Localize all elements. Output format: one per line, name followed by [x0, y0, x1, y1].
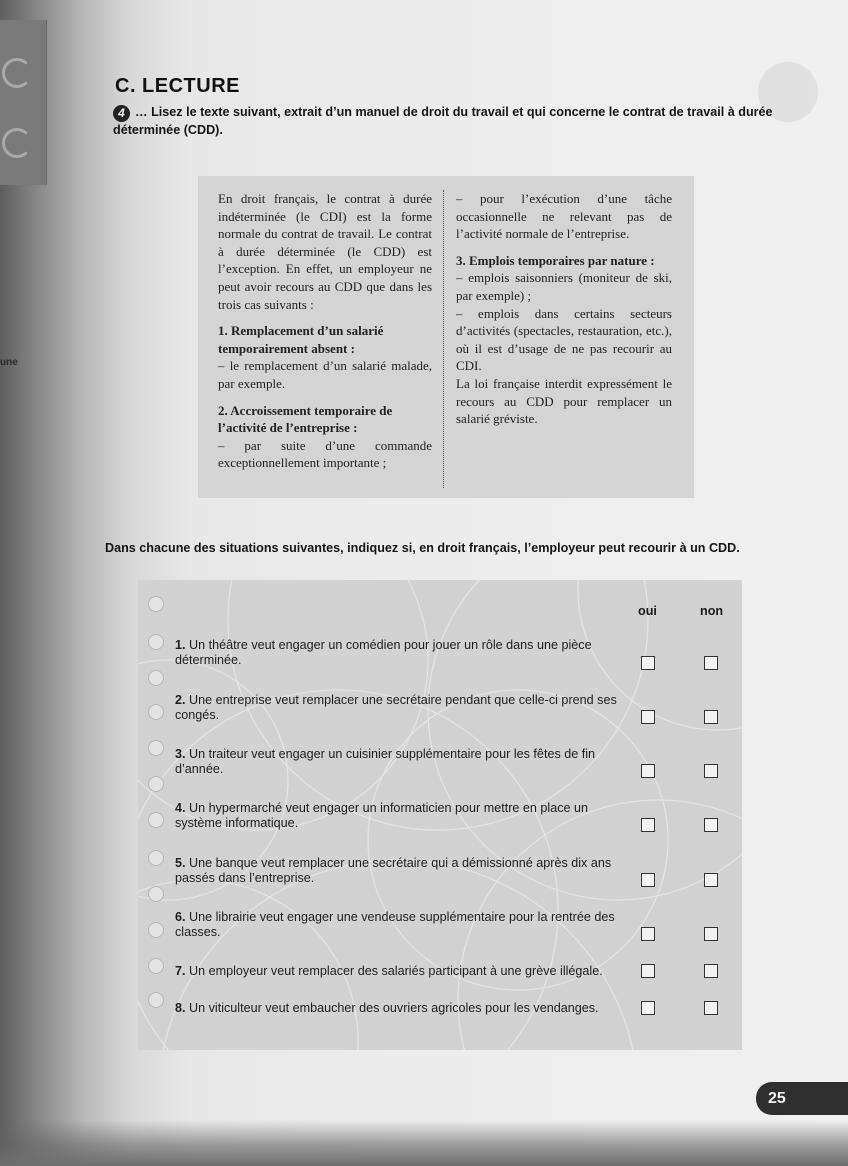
checkbox-non-2[interactable] [704, 710, 718, 724]
spine-letter-icon [2, 58, 32, 88]
item-number: 2. [175, 693, 186, 707]
instruction [113, 104, 803, 138]
list-item [175, 693, 635, 723]
list-item [175, 856, 635, 886]
item-text: Un viticulteur veut embaucher des ouvriers agricoles pour les vendanges. [189, 1001, 599, 1015]
intro-paragraph: En droit français, le contrat à durée indéterminée (le CDI) est la forme normale du contrat de travail. Le contrat à durée déterminée (le CDD) est l’exception. En effet, un employeur ne peut avoir recours au CDD que dans les trois cas suivants : [218, 191, 432, 312]
checkbox-oui-4[interactable] [641, 818, 655, 832]
binder-hole-icon [148, 704, 164, 720]
checkbox-non-7[interactable] [704, 964, 718, 978]
section-title: C. LECTURE [115, 75, 240, 97]
case2-text: – par suite d’une commande exceptionnellement importante ; [218, 437, 432, 471]
case3-heading: 3. Emplois temporaires par nature : [456, 252, 655, 268]
page-shadow [0, 1120, 848, 1166]
case2-text-continued: – pour l’exécution d’une tâche occasionnelle ne relevant pas de l’activité normale de l’entreprise. [456, 191, 672, 242]
item-text: Un théâtre veut engager un comédien pour jouer un rôle dans une pièce déterminée. [175, 638, 592, 667]
column-header-oui: oui [638, 604, 657, 618]
list-item [175, 910, 635, 940]
circled-number-icon: 4 [113, 105, 130, 122]
binder-hole-icon [148, 776, 164, 792]
checkbox-non-5[interactable] [704, 873, 718, 887]
margin-fragment: une [0, 357, 18, 368]
case3-item-2: – emplois dans certains secteurs d’activités (spectacles, restauration, etc.), où il est d’usage de ne pas recourir au CDI. [456, 305, 672, 374]
spine-letter-icon [2, 128, 32, 158]
instruction-text: … Lisez le texte suivant, extrait d’un manuel de droit du travail et qui concerne le contrat de travail à durée déterminée (CDD). [113, 105, 773, 137]
binder-hole-icon [148, 850, 164, 866]
checkbox-non-1[interactable] [704, 656, 718, 670]
question-prompt: Dans chacune des situations suivantes, indiquez si, en droit français, l’employeur peut recourir à un CDD. [105, 541, 740, 555]
text-column-left [218, 190, 432, 472]
binder-hole-icon [148, 922, 164, 938]
checkbox-oui-3[interactable] [641, 764, 655, 778]
page-number: 25 [756, 1082, 848, 1115]
case1-heading: 1. Remplacement d’un salarié temporairement absent : [218, 323, 384, 356]
item-text: Un hypermarché veut engager un informaticien pour mettre en place un système informatique. [175, 801, 589, 830]
list-item [175, 964, 630, 979]
checkbox-non-3[interactable] [704, 764, 718, 778]
binder-hole-icon [148, 812, 164, 828]
checkbox-non-6[interactable] [704, 927, 718, 941]
item-number: 8. [175, 1001, 186, 1015]
checkbox-non-4[interactable] [704, 818, 718, 832]
case2-heading: 2. Accroissement temporaire de l’activité de l’entreprise : [218, 402, 393, 436]
item-text: Une entreprise veut remplacer une secrétaire pendant que celle-ci prend ses congés. [175, 693, 617, 722]
item-number: 1. [175, 638, 186, 652]
binder-hole-icon [148, 634, 164, 650]
binder-hole-icon [148, 596, 164, 612]
binder-hole-icon [148, 670, 164, 686]
item-number: 7. [175, 964, 186, 978]
binder-hole-icon [148, 958, 164, 974]
item-number: 3. [175, 747, 186, 761]
binder-hole-icon [148, 992, 164, 1008]
closing-paragraph: La loi française interdit expressément le recours au CDD pour remplacer un salarié gréviste. [456, 375, 672, 427]
checkbox-oui-7[interactable] [641, 964, 655, 978]
column-divider [443, 190, 444, 488]
checkbox-non-8[interactable] [704, 1001, 718, 1015]
case1-text: – le remplacement d’un salarié malade, par exemple. [218, 358, 432, 391]
list-item [175, 638, 635, 668]
list-item [175, 801, 635, 831]
checkbox-oui-5[interactable] [641, 873, 655, 887]
item-number: 4. [175, 801, 186, 815]
text-column-right [456, 190, 672, 428]
checkbox-oui-8[interactable] [641, 1001, 655, 1015]
spine-tab [0, 20, 47, 185]
item-text: Une librairie veut engager une vendeuse supplémentaire pour la rentrée des classes. [175, 910, 615, 939]
list-item [175, 747, 635, 777]
binder-holes [144, 596, 174, 1036]
checkbox-oui-6[interactable] [641, 927, 655, 941]
binder-hole-icon [148, 886, 164, 902]
checkbox-oui-2[interactable] [641, 710, 655, 724]
item-number: 5. [175, 856, 186, 870]
checkbox-oui-1[interactable] [641, 656, 655, 670]
list-item [175, 1001, 630, 1016]
item-text: Une banque veut remplacer une secrétaire qui a démissionné après dix ans passés dans l’entreprise. [175, 856, 612, 885]
item-number: 6. [175, 910, 186, 924]
item-text: Un employeur veut remplacer des salariés participant à une grève illégale. [189, 964, 603, 978]
binder-hole-icon [148, 740, 164, 756]
case3-item-1: – emplois saisonniers (moniteur de ski, par exemple) ; [456, 270, 672, 303]
column-header-non: non [700, 604, 724, 618]
item-text: Un traiteur veut engager un cuisinier supplémentaire pour les fêtes de fin d’année. [175, 747, 596, 776]
reading-text-box [198, 176, 694, 498]
